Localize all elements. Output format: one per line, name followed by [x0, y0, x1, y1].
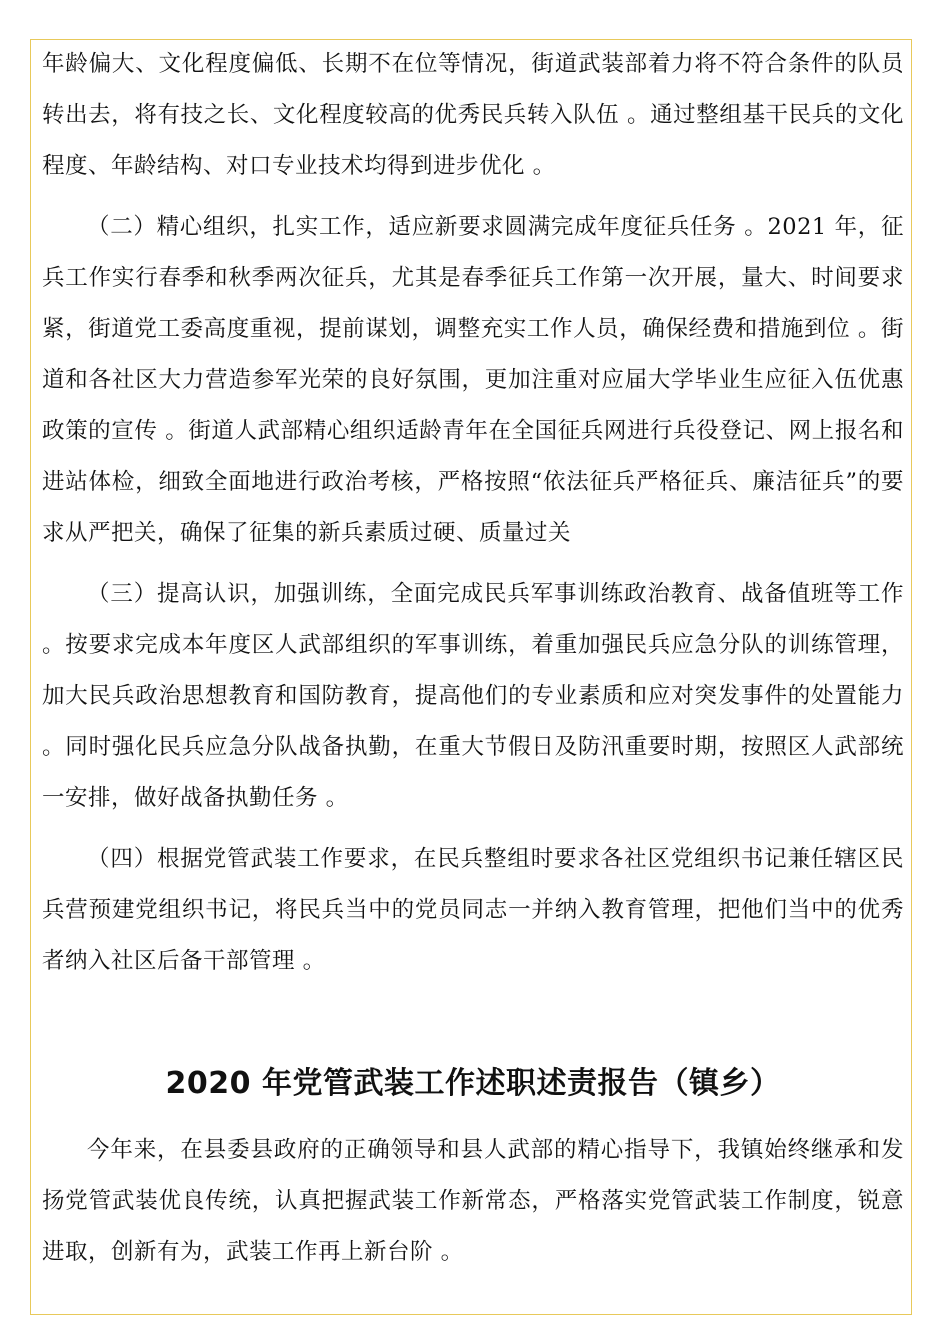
- paragraph-training: （三）提高认识，加强训练，全面完成民兵军事训练政治教育、战备值班等工作 。按要求完成本年度区人武部组织的军事训练，着重加强民兵应急分队的训练管理，加大民兵政治思想教育和国防教育，提高他们的专业素质和应对突发事件的处置能力 。同时强化民兵应急分队战备执勤，在重大节假日及防汛重要时期，按照区人武部统一安排，做好战备执勤任务 。: [42, 581, 904, 811]
- paragraph-intro: 今年来，在县委县政府的正确领导和县人武部的精心指导下，我镇始终继承和发扬党管武装优良传统，认真把握武装工作新常态，严格落实党管武装工作制度，锐意进取，创新有为，武装工作再上新台阶 。: [42, 1137, 904, 1265]
- paragraph-party-management: （四）根据党管武装工作要求，在民兵整组时要求各社区党组织书记兼任辖区民兵营预建党组织书记，将民兵当中的党员同志一并纳入教育管理，把他们当中的优秀者纳入社区后备干部管理 。: [42, 846, 904, 974]
- document-body: [42, 39, 904, 1278]
- paragraph-recruitment: （二）精心组织，扎实工作，适应新要求圆满完成年度征兵任务 。2021 年，征兵工作实行春季和秋季两次征兵，尤其是春季征兵工作第一次开展，量大、时间要求紧，街道党工委高度重视，提前谋划，调整充实工作人员，确保经费和措施到位 。街道和各社区大力营造参军光荣的良好氛围，更加注重对应届大学毕业生应征入伍优惠政策的宣传 。街道人武部精心组织适龄青年在全国征兵网进行兵役登记、网上报名和进站体检，细致全面地进行政治考核，严格按照“依法征兵严格征兵、廉洁征兵”的要求从严把关，确保了征集的新兵素质过硬、质量过关: [42, 214, 904, 546]
- paragraph-continued: 年龄偏大、文化程度偏低、长期不在位等情况，街道武装部着力将不符合条件的队员转出去，将有技之长、文化程度较高的优秀民兵转入队伍 。通过整组基干民兵的文化程度、年龄结构、对口专业技术均得到进步优化 。: [42, 51, 904, 179]
- section-title: 2020 年党管武装工作述职述责报告（镇乡）: [165, 1066, 781, 1101]
